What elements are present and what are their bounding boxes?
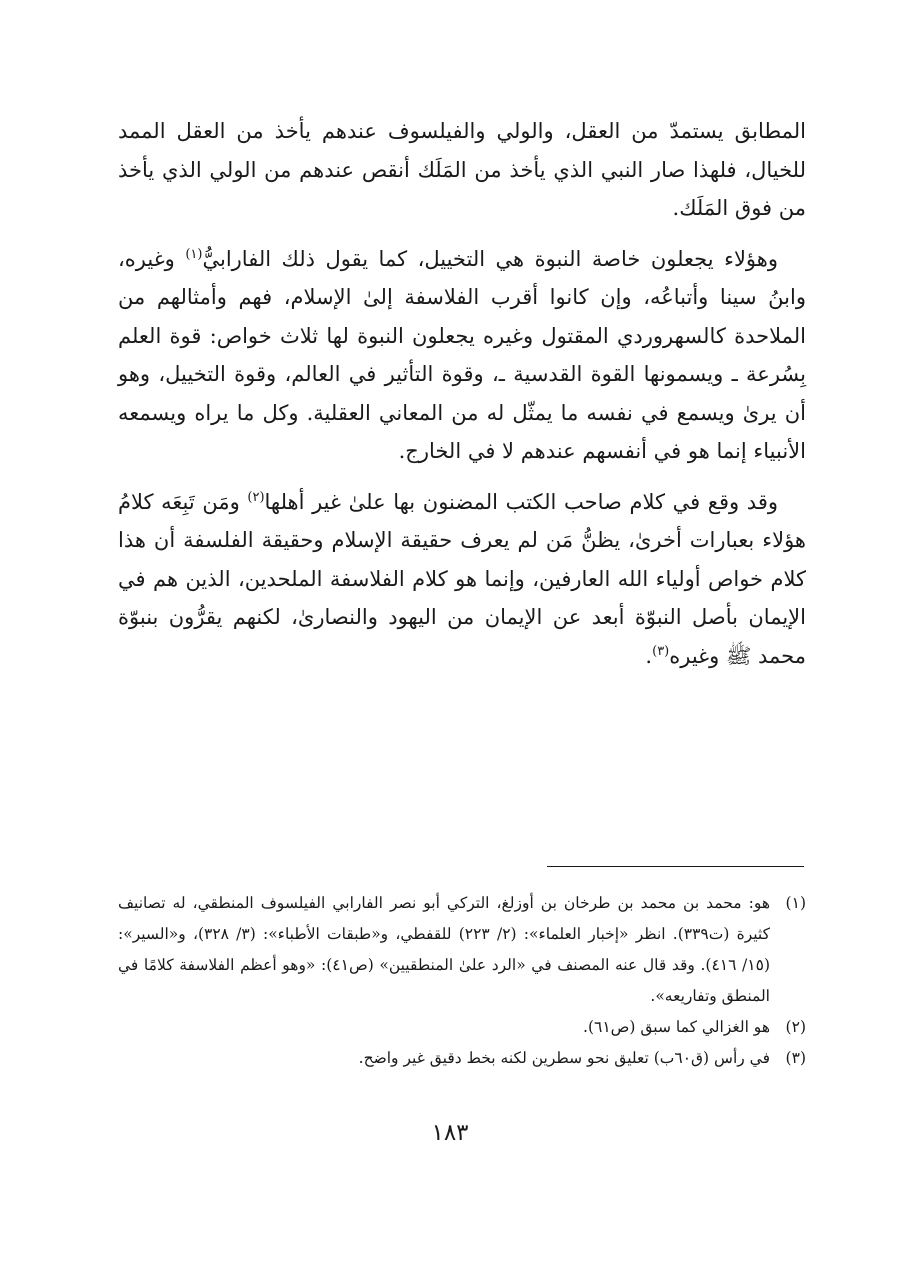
paragraph-3 (118, 483, 806, 676)
footnote-text-2: هو الغزالي كما سبق (ص٦١). (583, 1018, 770, 1036)
paragraph-3-text-middle: ومَن تَبِعَه كلامُ هؤلاء بعبارات أخرىٰ، يظنُّ مَن لم يعرف حقيقة الإسلام وحقيقة الفلسفة أن هذا كلام خواص أولياء الله العارفين، وإنما هو كلام الفلاسفة الملحدين، الذين هم في الإيمان بأصل النبوّة أبعد عن الإيمان من اليهود والنصارىٰ، لكنهم يقرُّون بنبوّة محمد ﷺ وغيره (118, 489, 806, 668)
footnote-text-3: في رأس (ق٦٠ب) تعليق نحو سطرين لكنه بخط دقيق غير واضح. (358, 1049, 770, 1067)
footnote-text-1: هو: محمد بن محمد بن طرخان بن أوزلغ، التركي أبو نصر الفارابي الفيلسوف المنطقي، له تصانيف كثيرة (ت٣٣٩). انظر «إخبار العلماء»: (٢/ ٢٢٣) للقفطي، و«طبقات الأطباء»: (٣/ ٣٢٨)، و«السير»: (١٥/ ٤١٦). وقد قال عنه المصنف في «الرد علىٰ المنطقيين» (ص٤١): «وهو أعظم الفلاسفة كلامًا في المنطق وتفاريعه». (118, 894, 771, 1005)
footnote-number-3: (٣) (785, 1049, 806, 1067)
footnotes (118, 888, 806, 1074)
footnote-ref-2[interactable]: (٢) (247, 489, 265, 505)
footnote-ref-1[interactable]: (١) (185, 246, 203, 262)
main-text (118, 112, 806, 687)
paragraph-2-text-start: وهؤلاء يجعلون خاصة النبوة هي التخييل، كما يقول ذلك الفارابيُّ (202, 246, 778, 271)
paragraph-2-text-end: وغيره، وابنُ سينا وأتباعُه، وإن كانوا أقرب الفلاسفة إلىٰ الإسلام، فهم وأمثالهم من الملاحدة كالسهروردي المقتول وغيره يجعلون النبوة لها ثلاث خواص: قوة العلم بِسُرعة ـ ويسمونها القوة القدسية ـ، وقوة التأثير في العالم، وقوة التخييل، وهو أن يرىٰ ويسمع في نفسه ما يمثّل له من المعاني العقلية. وكل ما يراه ويسمعه الأنبياء إنما هو في أنفسهم عندهم لا في الخارج. (118, 246, 806, 463)
footnote-ref-3[interactable]: (٣) (652, 643, 670, 659)
footnote-1 (118, 888, 806, 1012)
paragraph-1: المطابق يستمدّ من العقل، والولي والفيلسوف عندهم يأخذ من العقل الممد للخيال، فلهذا صار النبي الذي يأخذ من المَلَك أنقص عندهم من الولي الذي يأخذ من فوق المَلَك. (118, 119, 806, 220)
paragraph-2 (118, 240, 806, 471)
footnote-number-1: (١) (785, 894, 806, 912)
footnote-2 (118, 1012, 806, 1043)
footnote-separator (547, 866, 804, 867)
paragraph-3-text-start: وقد وقع في كلام صاحب الكتب المضنون بها علىٰ غير أهلها (264, 489, 778, 514)
footnote-number-2: (٢) (785, 1018, 806, 1036)
paragraph-3-text-end: . (645, 643, 653, 668)
page-number: ١٨٣ (431, 1120, 469, 1146)
footnote-3 (118, 1043, 806, 1074)
